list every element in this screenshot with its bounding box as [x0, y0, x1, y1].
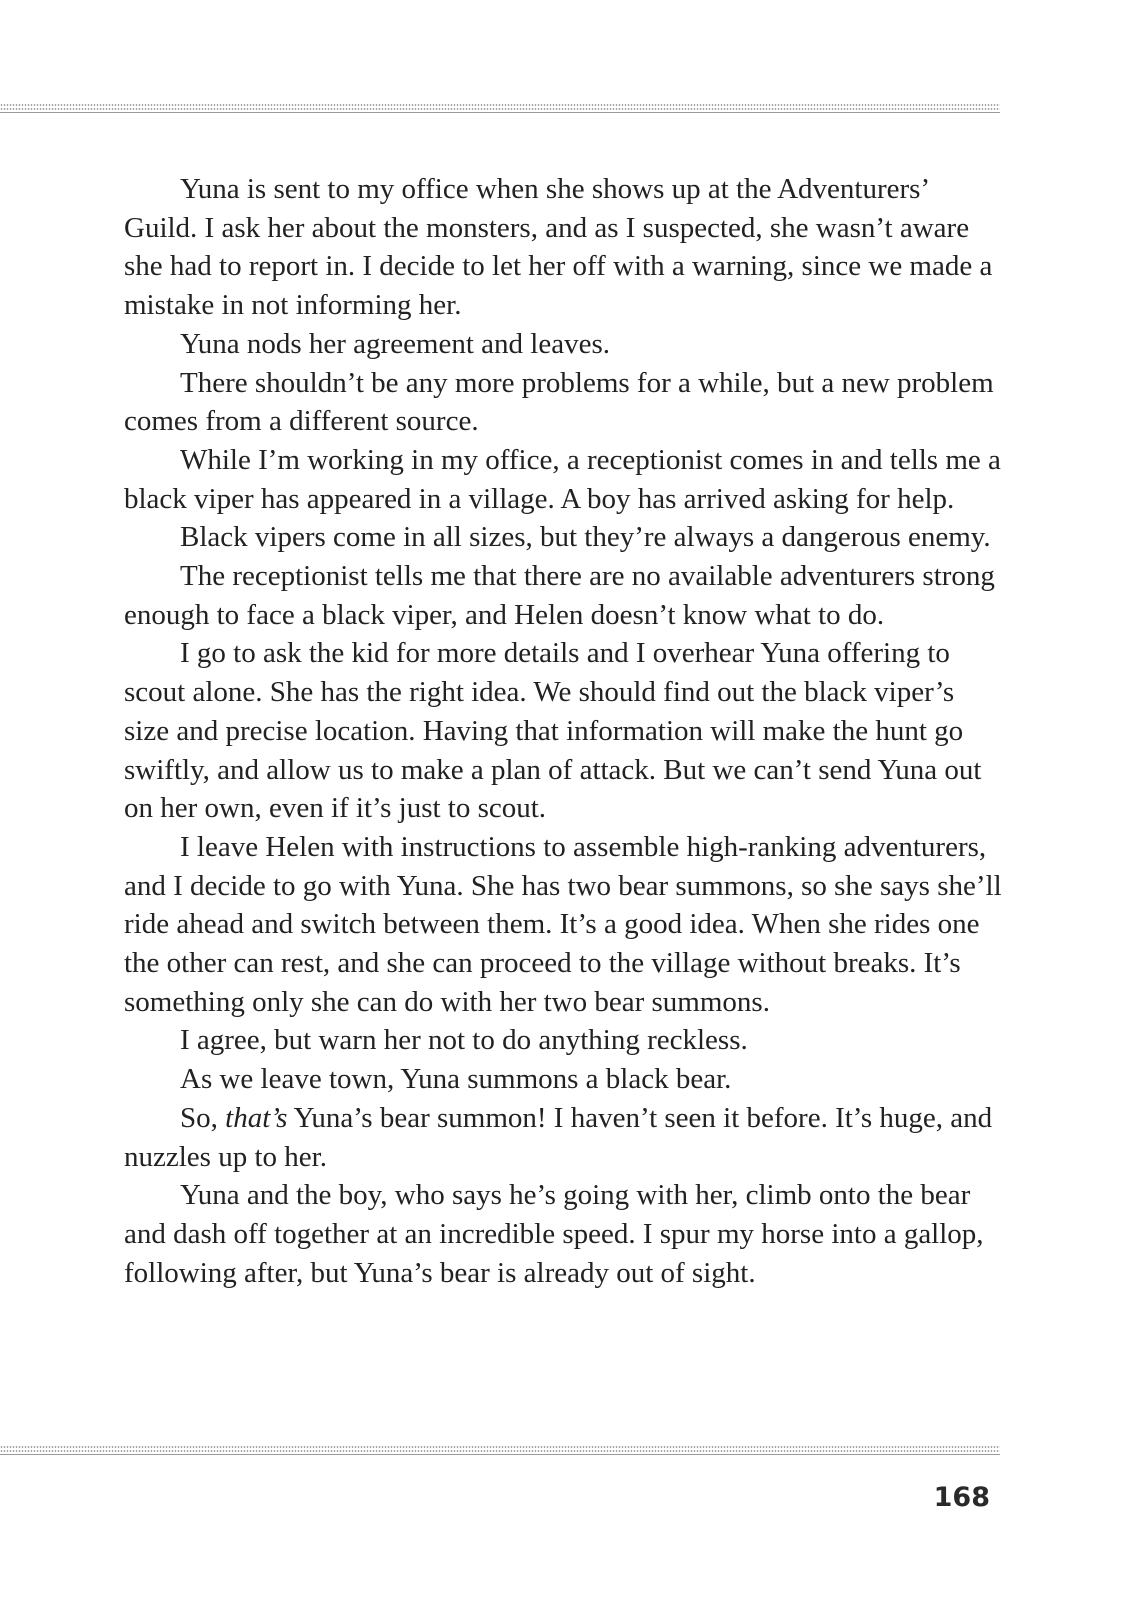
paragraph-11-end: Yuna’s bear summon! I haven’t seen it before. It’s huge, and nuzzles up to her. [124, 1101, 993, 1173]
bottom-dotted-rule [0, 1446, 1000, 1456]
paragraph-5: Black vipers come in all sizes, but they’re always a dangerous enemy. [180, 521, 991, 554]
paragraph-2: Yuna nods her agreement and leaves. [180, 327, 611, 360]
paragraph-1: Yuna is sent to my office when she shows up at the Adventurers’ Guild. I ask her about the monsters, and as I suspected, she wasn’t aware she had to report in. I decide to let her off with a warning, since we made a mistake in not informing her. [124, 173, 993, 322]
paragraph-8: I leave Helen with instructions to assemble high-ranking adventurers, and I decide to go with Yuna. She has two bear summons, so she says she’ll ride ahead and switch between them. It’s a good idea. When she rides one the other can rest, and she can proceed to the village without breaks. It’s something only she can do with her two bear summons. [124, 830, 1002, 1018]
top-dotted-rule [0, 104, 1000, 114]
paragraph-7: I go to ask the kid for more details and I overhear Yuna offering to scout alone. She has the right idea. We should find out the black viper’s size and precise location. Having that information will make the hunt go swiftly, and allow us to make a plan of attack. But we can’t send Yuna out on her own, even if it’s just to scout. [124, 637, 982, 825]
paragraph-9: I agree, but warn her not to do anything reckless. [180, 1024, 748, 1057]
paragraph-4: While I’m working in my office, a receptionist comes in and tells me a black viper has appeared in a village. A boy has arrived asking for help. [124, 443, 1001, 515]
page-number: 168 [933, 1482, 990, 1513]
paragraph-11-start: So, [180, 1101, 226, 1134]
paragraph-12: Yuna and the boy, who says he’s going with her, climb onto the bear and dash off together at an incredible speed. I spur my horse into a gallop, following after, but Yuna’s bear is already out of sight. [124, 1179, 984, 1289]
emphasized-word: that’s [225, 1101, 288, 1134]
paragraph-11 [124, 1099, 1004, 1176]
paragraph-6: The receptionist tells me that there are no available adventurers strong enough to face a black viper, and Helen doesn’t know what to do. [124, 560, 995, 631]
paragraph-3: There shouldn’t be any more problems for a while, but a new problem comes from a different source. [124, 366, 994, 438]
paragraph-10: As we leave town, Yuna summons a black bear. [180, 1063, 732, 1096]
body-text [124, 170, 1004, 1292]
